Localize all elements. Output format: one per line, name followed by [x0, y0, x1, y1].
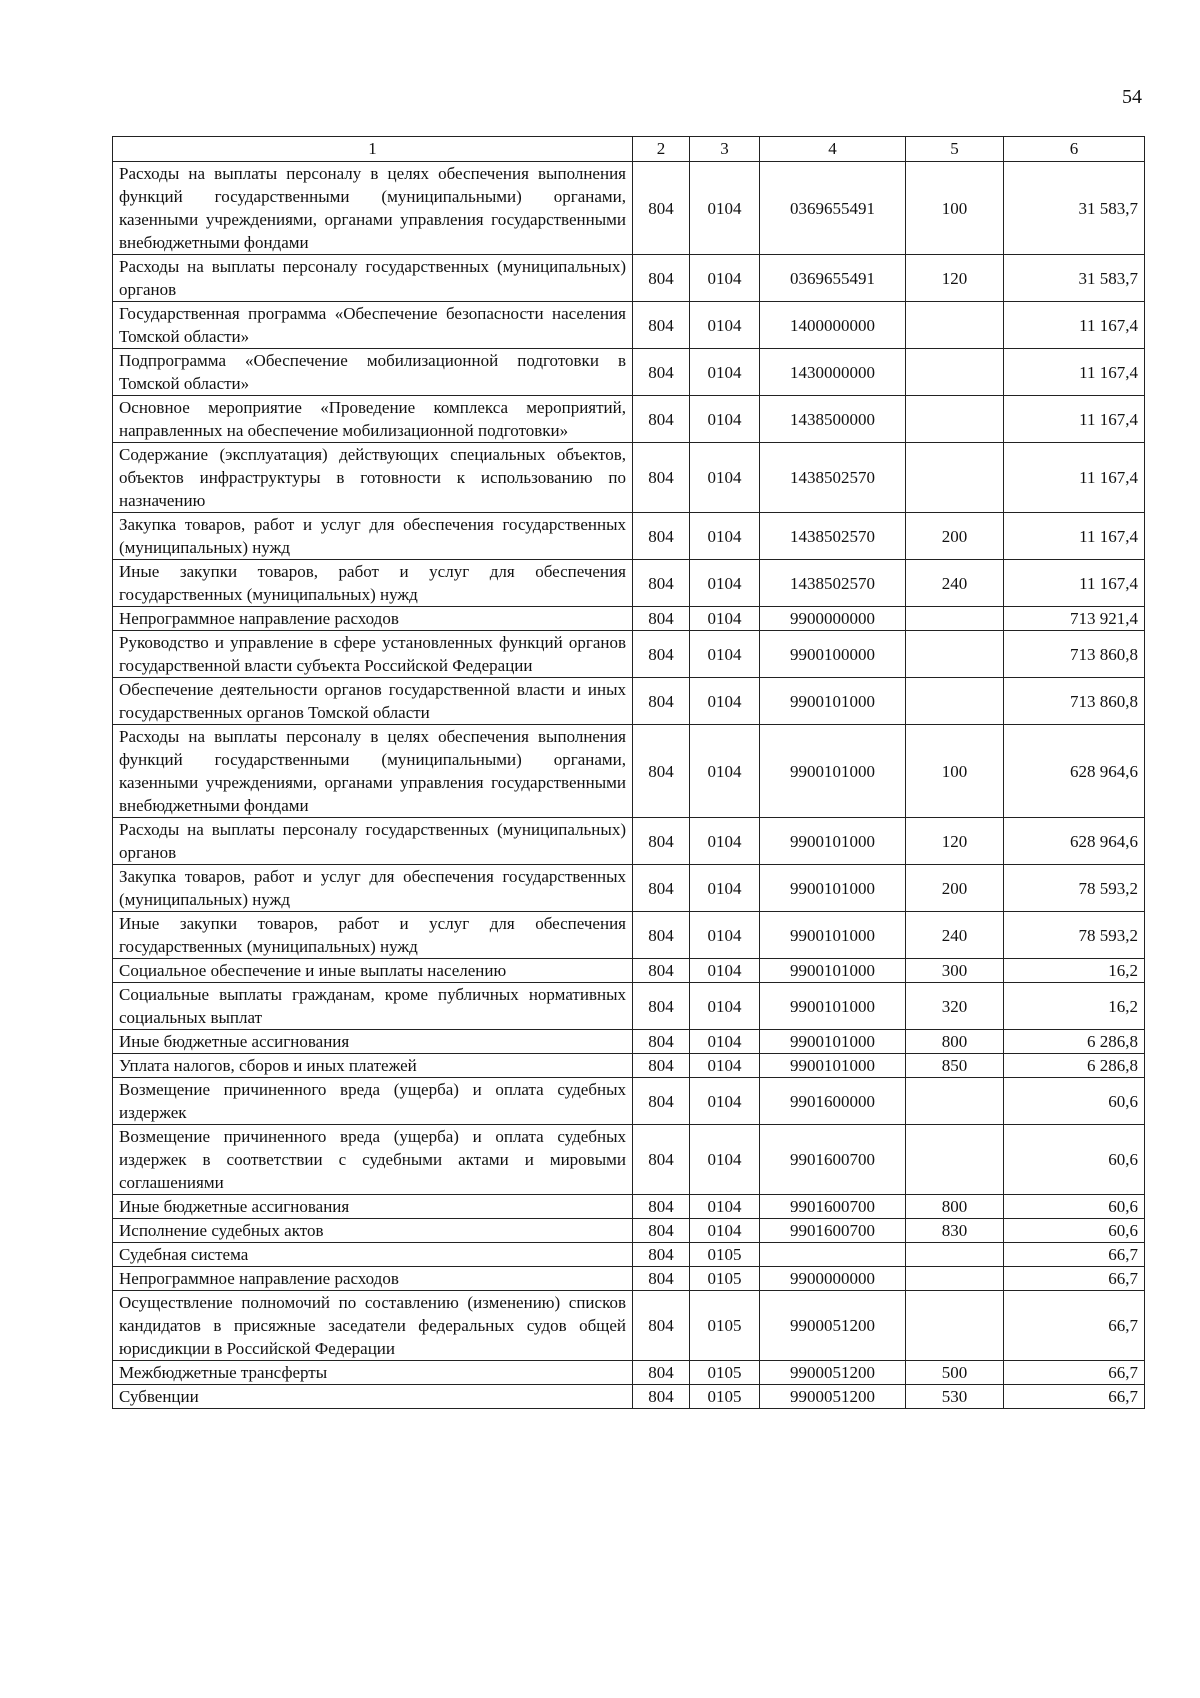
amount-cell: 628 964,6 [1004, 725, 1145, 818]
expense-name-cell: Иные бюджетные ассигнования [113, 1195, 633, 1219]
section-code-cell: 0104 [690, 255, 760, 302]
expense-name-cell: Субвенции [113, 1385, 633, 1409]
amount-cell: 11 167,4 [1004, 560, 1145, 607]
table-row [113, 1361, 1145, 1385]
table-row [113, 818, 1145, 865]
section-code-cell: 0104 [690, 818, 760, 865]
table-row [113, 1125, 1145, 1195]
grbs-code-cell: 804 [633, 725, 690, 818]
expense-name-cell: Исполнение судебных актов [113, 1219, 633, 1243]
amount-cell: 11 167,4 [1004, 349, 1145, 396]
target-article-cell: 9900101000 [760, 725, 906, 818]
amount-cell: 60,6 [1004, 1195, 1145, 1219]
table-row [113, 162, 1145, 255]
expense-type-cell [906, 1125, 1004, 1195]
section-code-cell: 0104 [690, 513, 760, 560]
expense-name-cell: Расходы на выплаты персоналу государственных (муниципальных) органов [113, 255, 633, 302]
table-row [113, 631, 1145, 678]
expense-type-cell: 850 [906, 1054, 1004, 1078]
grbs-code-cell: 804 [633, 1361, 690, 1385]
amount-cell: 66,7 [1004, 1385, 1145, 1409]
grbs-code-cell: 804 [633, 1195, 690, 1219]
grbs-code-cell: 804 [633, 560, 690, 607]
target-article-cell: 9900101000 [760, 912, 906, 959]
expense-name-cell: Расходы на выплаты персоналу государственных (муниципальных) органов [113, 818, 633, 865]
target-article-cell: 0369655491 [760, 162, 906, 255]
grbs-code-cell: 804 [633, 513, 690, 560]
amount-cell: 11 167,4 [1004, 396, 1145, 443]
table-row [113, 1267, 1145, 1291]
amount-cell: 11 167,4 [1004, 443, 1145, 513]
table-row [113, 1219, 1145, 1243]
expense-name-cell: Иные закупки товаров, работ и услуг для обеспечения государственных (муниципальных) нужд [113, 560, 633, 607]
expense-type-cell: 800 [906, 1195, 1004, 1219]
expense-name-cell: Обеспечение деятельности органов государственной власти и иных государственных органов Томской области [113, 678, 633, 725]
target-article-cell: 9900101000 [760, 678, 906, 725]
expense-type-cell: 530 [906, 1385, 1004, 1409]
expense-type-cell: 240 [906, 560, 1004, 607]
table-row [113, 865, 1145, 912]
column-header: 5 [906, 137, 1004, 162]
grbs-code-cell: 804 [633, 607, 690, 631]
grbs-code-cell: 804 [633, 959, 690, 983]
section-code-cell: 0104 [690, 349, 760, 396]
table-row [113, 513, 1145, 560]
expense-name-cell: Межбюджетные трансферты [113, 1361, 633, 1385]
expense-type-cell [906, 607, 1004, 631]
section-code-cell: 0104 [690, 1195, 760, 1219]
table-row [113, 912, 1145, 959]
section-code-cell: 0104 [690, 162, 760, 255]
section-code-cell: 0104 [690, 1078, 760, 1125]
target-article-cell: 9901600000 [760, 1078, 906, 1125]
target-article-cell: 9900000000 [760, 607, 906, 631]
amount-cell: 78 593,2 [1004, 912, 1145, 959]
section-code-cell: 0104 [690, 631, 760, 678]
target-article-cell: 1438502570 [760, 560, 906, 607]
header-row [113, 137, 1145, 162]
grbs-code-cell: 804 [633, 1385, 690, 1409]
amount-cell: 713 860,8 [1004, 678, 1145, 725]
section-code-cell: 0105 [690, 1385, 760, 1409]
section-code-cell: 0105 [690, 1291, 760, 1361]
expense-name-cell: Социальное обеспечение и иные выплаты населению [113, 959, 633, 983]
amount-cell: 628 964,6 [1004, 818, 1145, 865]
expense-type-cell: 200 [906, 513, 1004, 560]
column-header: 3 [690, 137, 760, 162]
table-row [113, 678, 1145, 725]
target-article-cell: 1400000000 [760, 302, 906, 349]
amount-cell: 31 583,7 [1004, 162, 1145, 255]
amount-cell: 713 860,8 [1004, 631, 1145, 678]
expense-name-cell: Закупка товаров, работ и услуг для обеспечения государственных (муниципальных) нужд [113, 513, 633, 560]
amount-cell: 11 167,4 [1004, 302, 1145, 349]
table-row [113, 1195, 1145, 1219]
target-article-cell: 0369655491 [760, 255, 906, 302]
target-article-cell: 1430000000 [760, 349, 906, 396]
target-article-cell: 1438500000 [760, 396, 906, 443]
grbs-code-cell: 804 [633, 1243, 690, 1267]
section-code-cell: 0104 [690, 302, 760, 349]
expense-type-cell: 120 [906, 255, 1004, 302]
expense-name-cell: Социальные выплаты гражданам, кроме публичных нормативных социальных выплат [113, 983, 633, 1030]
expense-name-cell: Государственная программа «Обеспечение безопасности населения Томской области» [113, 302, 633, 349]
expense-name-cell: Содержание (эксплуатация) действующих специальных объектов, объектов инфраструктуры в готовности к использованию по назначению [113, 443, 633, 513]
expense-type-cell [906, 1291, 1004, 1361]
expense-name-cell: Иные бюджетные ассигнования [113, 1030, 633, 1054]
expense-type-cell [906, 631, 1004, 678]
amount-cell: 60,6 [1004, 1078, 1145, 1125]
expense-type-cell: 300 [906, 959, 1004, 983]
target-article-cell: 9900051200 [760, 1361, 906, 1385]
target-article-cell: 9901600700 [760, 1125, 906, 1195]
target-article-cell: 1438502570 [760, 443, 906, 513]
expense-name-cell: Непрограммное направление расходов [113, 1267, 633, 1291]
expense-type-cell: 100 [906, 725, 1004, 818]
section-code-cell: 0104 [690, 678, 760, 725]
table-row [113, 1385, 1145, 1409]
expense-name-cell: Непрограммное направление расходов [113, 607, 633, 631]
grbs-code-cell: 804 [633, 631, 690, 678]
table-row [113, 255, 1145, 302]
target-article-cell: 9901600700 [760, 1219, 906, 1243]
column-header: 1 [113, 137, 633, 162]
target-article-cell: 9900101000 [760, 1054, 906, 1078]
expense-type-cell [906, 678, 1004, 725]
section-code-cell: 0104 [690, 959, 760, 983]
expense-type-cell: 120 [906, 818, 1004, 865]
section-code-cell: 0104 [690, 912, 760, 959]
table-row [113, 725, 1145, 818]
section-code-cell: 0104 [690, 983, 760, 1030]
table-row [113, 1291, 1145, 1361]
grbs-code-cell: 804 [633, 443, 690, 513]
grbs-code-cell: 804 [633, 818, 690, 865]
amount-cell: 66,7 [1004, 1243, 1145, 1267]
amount-cell: 11 167,4 [1004, 513, 1145, 560]
target-article-cell: 9900000000 [760, 1267, 906, 1291]
section-code-cell: 0105 [690, 1267, 760, 1291]
target-article-cell: 9900101000 [760, 959, 906, 983]
expense-name-cell: Уплата налогов, сборов и иных платежей [113, 1054, 633, 1078]
budget-table [112, 136, 1145, 1409]
grbs-code-cell: 804 [633, 1291, 690, 1361]
expense-type-cell [906, 396, 1004, 443]
grbs-code-cell: 804 [633, 255, 690, 302]
target-article-cell: 1438502570 [760, 513, 906, 560]
section-code-cell: 0104 [690, 396, 760, 443]
table-row [113, 1054, 1145, 1078]
target-article-cell [760, 1243, 906, 1267]
section-code-cell: 0104 [690, 1125, 760, 1195]
expense-name-cell: Иные закупки товаров, работ и услуг для обеспечения государственных (муниципальных) нужд [113, 912, 633, 959]
expense-name-cell: Подпрограмма «Обеспечение мобилизационной подготовки в Томской области» [113, 349, 633, 396]
amount-cell: 60,6 [1004, 1125, 1145, 1195]
target-article-cell: 9900101000 [760, 1030, 906, 1054]
amount-cell: 78 593,2 [1004, 865, 1145, 912]
table-row [113, 1030, 1145, 1054]
expense-name-cell: Возмещение причиненного вреда (ущерба) и оплата судебных издержек [113, 1078, 633, 1125]
section-code-cell: 0104 [690, 1030, 760, 1054]
expense-name-cell: Расходы на выплаты персоналу в целях обеспечения выполнения функций государственными (муниципальными) органами, казенными учреждениями, органами управления государственными внебюджетными фондами [113, 162, 633, 255]
table-row [113, 443, 1145, 513]
expense-type-cell [906, 302, 1004, 349]
expense-type-cell: 500 [906, 1361, 1004, 1385]
expense-type-cell: 800 [906, 1030, 1004, 1054]
section-code-cell: 0104 [690, 725, 760, 818]
expense-name-cell: Судебная система [113, 1243, 633, 1267]
grbs-code-cell: 804 [633, 678, 690, 725]
amount-cell: 6 286,8 [1004, 1054, 1145, 1078]
amount-cell: 66,7 [1004, 1291, 1145, 1361]
grbs-code-cell: 804 [633, 865, 690, 912]
expense-type-cell: 320 [906, 983, 1004, 1030]
grbs-code-cell: 804 [633, 1054, 690, 1078]
section-code-cell: 0104 [690, 865, 760, 912]
section-code-cell: 0105 [690, 1361, 760, 1385]
grbs-code-cell: 804 [633, 1078, 690, 1125]
amount-cell: 31 583,7 [1004, 255, 1145, 302]
target-article-cell: 9900101000 [760, 865, 906, 912]
expense-type-cell: 240 [906, 912, 1004, 959]
table-row [113, 983, 1145, 1030]
table-row [113, 959, 1145, 983]
expense-type-cell [906, 443, 1004, 513]
expense-name-cell: Закупка товаров, работ и услуг для обеспечения государственных (муниципальных) нужд [113, 865, 633, 912]
expense-name-cell: Руководство и управление в сфере установленных функций органов государственной власти субъекта Российской Федерации [113, 631, 633, 678]
amount-cell: 16,2 [1004, 983, 1145, 1030]
grbs-code-cell: 804 [633, 162, 690, 255]
expense-name-cell: Осуществление полномочий по составлению (изменению) списков кандидатов в присяжные заседатели федеральных судов общей юрисдикции в Российской Федерации [113, 1291, 633, 1361]
section-code-cell: 0104 [690, 1054, 760, 1078]
column-header: 6 [1004, 137, 1145, 162]
target-article-cell: 9900101000 [760, 983, 906, 1030]
grbs-code-cell: 804 [633, 983, 690, 1030]
expense-name-cell: Возмещение причиненного вреда (ущерба) и оплата судебных издержек в соответствии с судебными актами и мировыми соглашениями [113, 1125, 633, 1195]
expense-type-cell: 830 [906, 1219, 1004, 1243]
section-code-cell: 0104 [690, 1219, 760, 1243]
column-header: 4 [760, 137, 906, 162]
expense-name-cell: Расходы на выплаты персоналу в целях обеспечения выполнения функций государственными (муниципальными) органами, казенными учреждениями, органами управления государственными внебюджетными фондами [113, 725, 633, 818]
expense-type-cell: 200 [906, 865, 1004, 912]
target-article-cell: 9900100000 [760, 631, 906, 678]
grbs-code-cell: 804 [633, 912, 690, 959]
target-article-cell: 9900051200 [760, 1385, 906, 1409]
expense-type-cell: 100 [906, 162, 1004, 255]
amount-cell: 60,6 [1004, 1219, 1145, 1243]
table-row [113, 396, 1145, 443]
grbs-code-cell: 804 [633, 1267, 690, 1291]
amount-cell: 16,2 [1004, 959, 1145, 983]
section-code-cell: 0105 [690, 1243, 760, 1267]
amount-cell: 6 286,8 [1004, 1030, 1145, 1054]
grbs-code-cell: 804 [633, 396, 690, 443]
table-row [113, 349, 1145, 396]
amount-cell: 66,7 [1004, 1361, 1145, 1385]
target-article-cell: 9901600700 [760, 1195, 906, 1219]
expense-name-cell: Основное мероприятие «Проведение комплекса мероприятий, направленных на обеспечение мобилизационной подготовки» [113, 396, 633, 443]
grbs-code-cell: 804 [633, 349, 690, 396]
amount-cell: 713 921,4 [1004, 607, 1145, 631]
target-article-cell: 9900101000 [760, 818, 906, 865]
target-article-cell: 9900051200 [760, 1291, 906, 1361]
section-code-cell: 0104 [690, 607, 760, 631]
expense-type-cell [906, 349, 1004, 396]
table-row [113, 560, 1145, 607]
grbs-code-cell: 804 [633, 1125, 690, 1195]
expense-type-cell [906, 1078, 1004, 1125]
table-row [113, 607, 1145, 631]
table-row [113, 302, 1145, 349]
grbs-code-cell: 804 [633, 1219, 690, 1243]
section-code-cell: 0104 [690, 560, 760, 607]
column-header: 2 [633, 137, 690, 162]
table-row [113, 1078, 1145, 1125]
expense-type-cell [906, 1243, 1004, 1267]
section-code-cell: 0104 [690, 443, 760, 513]
table-row [113, 1243, 1145, 1267]
expense-type-cell [906, 1267, 1004, 1291]
grbs-code-cell: 804 [633, 302, 690, 349]
page-number: 54 [1122, 86, 1142, 108]
grbs-code-cell: 804 [633, 1030, 690, 1054]
amount-cell: 66,7 [1004, 1267, 1145, 1291]
